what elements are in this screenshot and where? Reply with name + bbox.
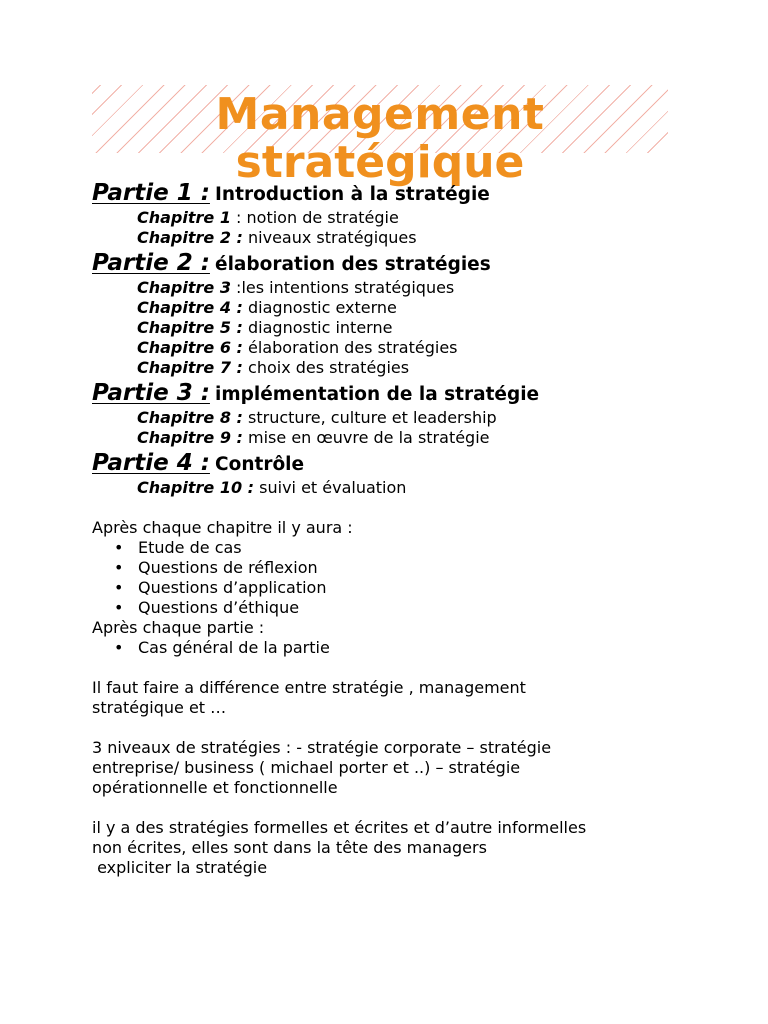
list-item bbox=[92, 598, 692, 618]
chapitre-text: : notion de stratégie bbox=[230, 208, 399, 227]
chapitre-line bbox=[92, 338, 692, 358]
partie-heading-1 bbox=[92, 178, 692, 208]
document-body bbox=[92, 178, 692, 878]
chapitre-text: diagnostic externe bbox=[242, 298, 397, 317]
chapitre-label: Chapitre 4 : bbox=[137, 298, 243, 317]
chapitre-text: structure, culture et leadership bbox=[242, 408, 497, 427]
list-item-text: Cas général de la partie bbox=[138, 638, 330, 657]
chapitre-label: Chapitre 6 : bbox=[137, 338, 243, 357]
paragraph-line: non écrites, elles sont dans la tête des managers bbox=[92, 838, 487, 857]
chapitre-text: choix des stratégies bbox=[242, 358, 410, 377]
document-title: Management bbox=[215, 89, 545, 140]
chapitre-line bbox=[92, 428, 692, 448]
bullet-icon: • bbox=[114, 598, 124, 617]
partie-label: Partie 3 : bbox=[92, 380, 210, 406]
partie-title: Introduction à la stratégie bbox=[215, 184, 490, 205]
chapitre-label: Chapitre 3 bbox=[137, 278, 231, 297]
list-item-text: Etude de cas bbox=[138, 538, 242, 557]
chapitre-label: Chapitre 1 bbox=[137, 208, 231, 227]
partie-title: Contrôle bbox=[215, 454, 305, 475]
chapitre-text: :les intentions stratégiques bbox=[230, 278, 455, 297]
chapitre-text: mise en œuvre de la stratégie bbox=[242, 428, 490, 447]
list-item bbox=[92, 558, 692, 578]
chapitre-line bbox=[92, 478, 692, 498]
chapitre-text: diagnostic interne bbox=[242, 318, 393, 337]
bullet-icon: • bbox=[114, 578, 124, 597]
spacer bbox=[92, 718, 692, 738]
list-item bbox=[92, 538, 692, 558]
partie-heading-2 bbox=[92, 248, 692, 278]
chapitre-label: Chapitre 7 : bbox=[137, 358, 243, 377]
chapitre-line bbox=[92, 228, 692, 248]
chapitre-label: Chapitre 5 : bbox=[137, 318, 243, 337]
after-partie-intro: Après chaque partie : bbox=[92, 618, 265, 637]
list-item-text: Questions d’éthique bbox=[138, 598, 300, 617]
partie-title: implémentation de la stratégie bbox=[215, 384, 540, 405]
paragraph-line: expliciter la stratégie bbox=[92, 858, 268, 877]
document-subtitle-fragment: stratégique bbox=[235, 137, 525, 188]
list-item bbox=[92, 578, 692, 598]
partie-heading-3 bbox=[92, 378, 692, 408]
list-item-text: Questions de réflexion bbox=[138, 558, 318, 577]
after-chapter-intro: Après chaque chapitre il y aura : bbox=[92, 518, 353, 537]
chapitre-line bbox=[92, 208, 692, 228]
list-item bbox=[92, 638, 692, 658]
bullet-icon: • bbox=[114, 638, 124, 657]
chapitre-line bbox=[92, 358, 692, 378]
partie-label: Partie 1 : bbox=[92, 180, 210, 206]
paragraph-line: stratégique et … bbox=[92, 698, 227, 717]
partie-title: élaboration des stratégies bbox=[215, 254, 491, 275]
chapitre-text: suivi et évaluation bbox=[254, 478, 407, 497]
paragraph-line: Il faut faire a différence entre stratégie , management bbox=[92, 678, 526, 697]
chapitre-line bbox=[92, 408, 692, 428]
spacer bbox=[92, 658, 692, 678]
partie-label: Partie 2 : bbox=[92, 250, 210, 276]
paragraph-line: entreprise/ business ( michael porter et ..) – stratégie bbox=[92, 758, 521, 777]
bullet-icon: • bbox=[114, 538, 124, 557]
paragraph-line: 3 niveaux de stratégies : - stratégie corporate – stratégie bbox=[92, 738, 552, 757]
spacer bbox=[92, 798, 692, 818]
chapitre-text: élaboration des stratégies bbox=[242, 338, 458, 357]
chapitre-label: Chapitre 10 : bbox=[137, 478, 255, 497]
chapitre-label: Chapitre 8 : bbox=[137, 408, 243, 427]
chapitre-label: Chapitre 9 : bbox=[137, 428, 243, 447]
partie-heading-4 bbox=[92, 448, 692, 478]
spacer bbox=[92, 498, 692, 518]
partie-label: Partie 4 : bbox=[92, 450, 210, 476]
paragraph-line: il y a des stratégies formelles et écrites et d’autre informelles bbox=[92, 818, 587, 837]
list-item-text: Questions d’application bbox=[138, 578, 327, 597]
title-banner bbox=[92, 85, 668, 188]
paragraph-line: opérationnelle et fonctionnelle bbox=[92, 778, 338, 797]
chapitre-label: Chapitre 2 : bbox=[137, 228, 243, 247]
bullet-icon: • bbox=[114, 558, 124, 577]
chapitre-line bbox=[92, 318, 692, 338]
chapitre-line bbox=[92, 278, 692, 298]
chapitre-line bbox=[92, 298, 692, 318]
chapitre-text: niveaux stratégiques bbox=[242, 228, 417, 247]
